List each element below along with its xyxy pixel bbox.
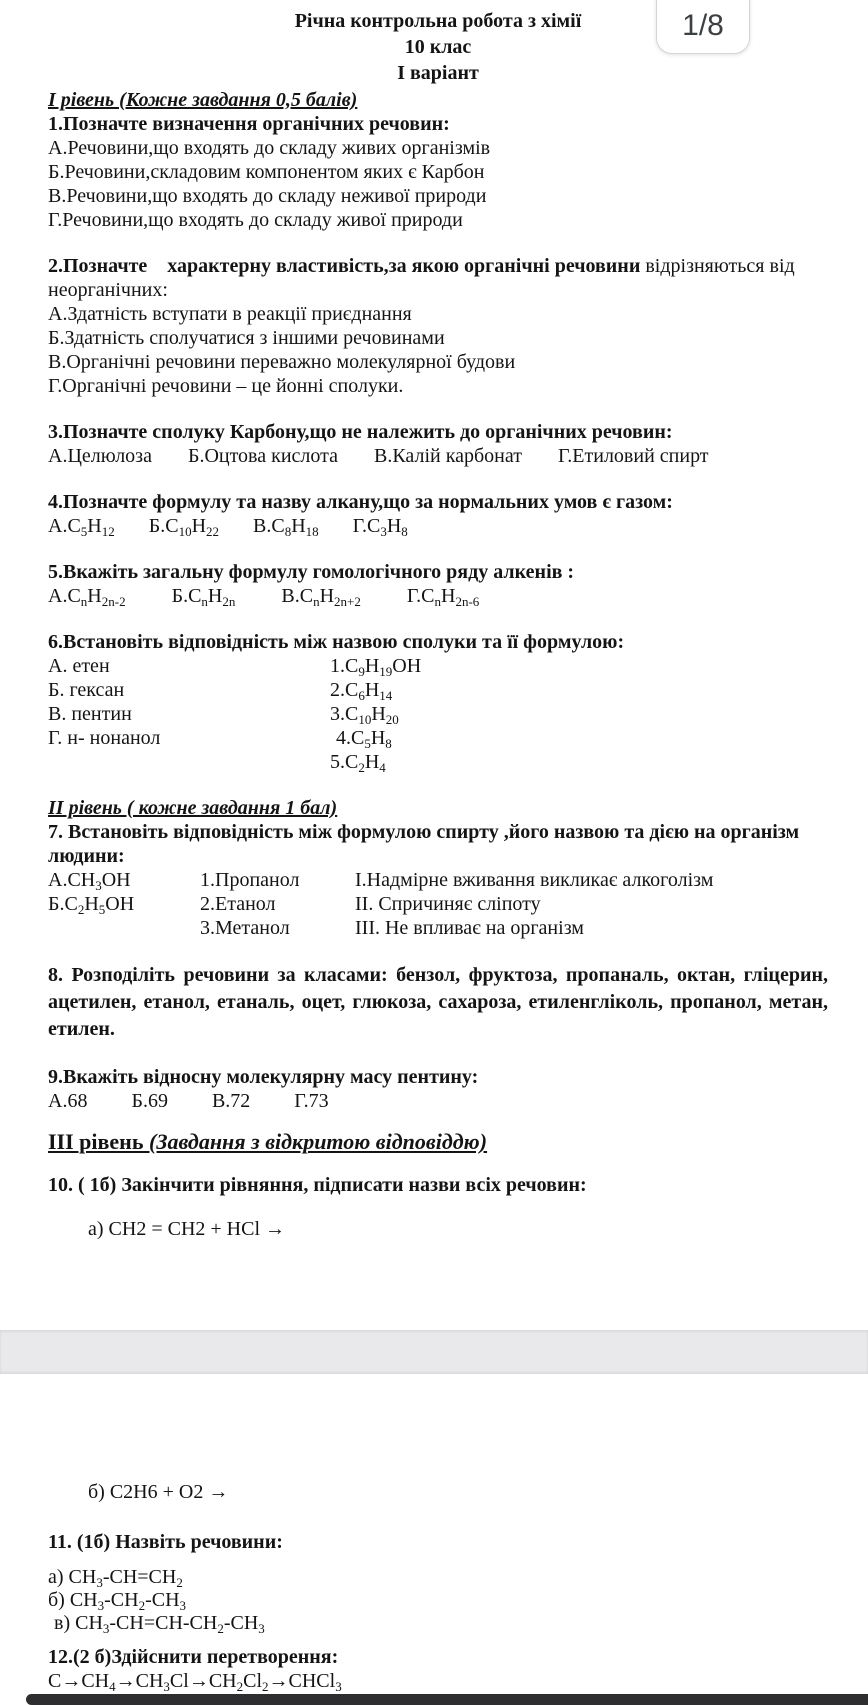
- q9-option-v: В.72: [211, 1090, 251, 1112]
- q7-row-2: [48, 892, 828, 916]
- q7-effect-3: ІІІ. Не впливає на організм: [355, 917, 584, 939]
- question-7-title-line2: людини:: [48, 845, 125, 867]
- question-9: [48, 1065, 828, 1113]
- q4-option-g: $Г.C_3H_8$: [352, 515, 408, 539]
- level-2-heading: ІІ рівень ( кожне завдання 1 бал): [48, 797, 338, 819]
- q5-options-row: [48, 584, 828, 608]
- question-7-title-line1: 7. Встановіть відповідність між формулою спирту ,його назвою та дією на організм: [48, 821, 800, 843]
- q7-formula-a: $А.CH_3OH$: [48, 869, 131, 893]
- q4-option-a: $А.C_5H_{12}$: [48, 515, 115, 539]
- q1-option-a: А.Речовини,що входять до складу живих організмів: [48, 137, 491, 159]
- level-1-heading: І рівень (Кожне завдання 0,5 балів): [48, 89, 358, 111]
- question-3: [48, 420, 828, 468]
- question-2-title: [48, 254, 828, 278]
- q1-option-b: Б.Речовини,складовим компонентом яких є Карбон: [48, 161, 485, 183]
- q9-options-row: [48, 1089, 828, 1113]
- q6-row-1: [48, 654, 828, 678]
- q9-option-b: Б.69: [131, 1090, 168, 1112]
- q9-option-g: Г.73: [294, 1090, 329, 1112]
- q7-row-3: [48, 916, 828, 940]
- bottom-scrollbar[interactable]: [26, 1694, 868, 1705]
- question-2-title-rest: відрізняються від: [645, 255, 795, 277]
- q7-name-3: 3.Метанол: [200, 917, 290, 939]
- q5-option-g: $Г.C_nH_{2n-6}$: [406, 585, 480, 609]
- q6-row-5: [48, 750, 828, 774]
- doc-title: Річна контрольна робота з хімії: [294, 10, 582, 32]
- question-5-title: 5.Вкажіть загальну формулу гомологічного ряду алкенів :: [48, 561, 575, 583]
- question-2-title-line2: неорганічних:: [48, 279, 168, 301]
- q6-row-4: [48, 726, 828, 750]
- q11-item-a: а) $CH_3-CH=CH_2$: [48, 1566, 183, 1590]
- question-6-title: 6.Встановіть відповідність між назвою сполуки та її формулою:: [48, 631, 625, 653]
- q6-left-v: В. пентин: [48, 703, 132, 725]
- q3-option-a: А.Целюлоза: [48, 445, 152, 467]
- question-4: [48, 490, 828, 538]
- q3-option-g: Г.Етиловий спирт: [557, 445, 709, 467]
- q6-right-5: $5.C_2H_4$: [330, 751, 386, 775]
- q6-left-a: А. етен: [48, 655, 110, 677]
- q6-left-b: Б. гексан: [48, 679, 125, 701]
- q2-option-v: В.Органічні речовини переважно молекулярної будови: [48, 351, 516, 373]
- q6-right-3: $3.C_{10}H_{20}$: [330, 703, 399, 727]
- q6-right-4: $4.C_5H_8$: [336, 727, 392, 751]
- q7-effect-2: ІІ. Спричиняє сліпоту: [355, 893, 541, 915]
- q10-equation-b: б) C2H6 + O2 →: [88, 1481, 229, 1503]
- question-10: [48, 1173, 828, 1241]
- q7-row-1: [48, 868, 828, 892]
- q2-option-g: Г.Органічні речовини – це йонні сполуки.: [48, 375, 404, 397]
- question-8: 8. Розподіліть речовини за класами: бензол, фруктоза, пропаналь, октан, гліцерин, ацетилен, етанол, етаналь, оцет, глюкоза, сахароза, етиленгліколь, пропанол, метан, етилен.: [48, 964, 828, 1040]
- q1-option-g: Г.Речовини,що входять до складу живої природи: [48, 209, 463, 231]
- question-4-title: 4.Позначте формулу та назву алкану,що за нормальних умов є газом:: [48, 491, 673, 513]
- level-3-heading-main: ІІІ рівень: [48, 1129, 149, 1154]
- question-9-title: 9.Вкажіть відносну молекулярну масу пентину:: [48, 1066, 479, 1088]
- question-7: [48, 820, 828, 940]
- q5-option-a: $А.C_nH_{2n-2}$: [48, 585, 126, 609]
- q5-option-b: $Б.C_nH_{2n}$: [171, 585, 236, 609]
- question-11: [48, 1530, 828, 1635]
- q6-left-empty: [48, 750, 330, 774]
- q1-option-v: В.Речовини,що входять до складу неживої природи: [48, 185, 487, 207]
- q3-option-b: Б.Оцтова кислота: [187, 445, 338, 467]
- question-2-title-bold: 2.Позначте характерну властивість,за якою органічні речовини: [48, 255, 646, 277]
- q6-left-g: Г. н- нонанол: [48, 727, 161, 749]
- q7-effect-1: І.Надмірне вживання викликає алкоголізм: [355, 869, 714, 891]
- q2-option-a: А.Здатність вступати в реакції приєднання: [48, 303, 412, 325]
- question-1-title: 1.Позначте визначення органічних речовин:: [48, 113, 450, 135]
- page-indicator-badge: [656, 0, 750, 54]
- q9-option-a: А.68: [48, 1090, 88, 1112]
- q12-chain: $С\to CH_4\to CH_3Cl\to CH_2Cl_2\to CHCl_3$: [48, 1670, 342, 1694]
- q11-items: [48, 1566, 828, 1635]
- q4-option-b: $Б.C_{10}H_{22}$: [148, 515, 220, 539]
- question-5: [48, 560, 828, 608]
- q2-option-b: Б.Здатність сполучатися з іншими речовинами: [48, 327, 445, 349]
- q6-row-2: [48, 678, 828, 702]
- q6-right-2: $2.C_6H_{14}$: [330, 679, 393, 703]
- question-3-title: 3.Позначте сполуку Карбону,що не належить до органічних речовин:: [48, 421, 673, 443]
- question-11-title: 11. (1б) Назвіть речовини:: [48, 1531, 283, 1553]
- question-2: [48, 254, 828, 398]
- q7-name-1: 1.Пропанол: [200, 869, 300, 891]
- q6-right-1: $1.C_9H_{19}OH$: [330, 655, 422, 679]
- q11-item-b: б) $CH_3-CH_2-CH_3$: [48, 1589, 187, 1613]
- q11-item-v: в) $CH_3-CH=CH-CH_2-CH_3$: [54, 1612, 265, 1636]
- question-1: [48, 112, 828, 232]
- page-separator: [0, 1330, 868, 1374]
- question-12-title: 12.(2 б)Здійснити перетворення:: [48, 1646, 339, 1668]
- doc-grade: 10 клас: [404, 36, 472, 58]
- q4-option-v: $В.C_8H_{18}$: [253, 515, 319, 539]
- q3-options-row: [48, 444, 828, 468]
- q6-row-3: [48, 702, 828, 726]
- question-12: [48, 1645, 828, 1693]
- q4-options-row: [48, 514, 828, 538]
- page-indicator-text: 1/8: [682, 9, 724, 42]
- q7-formula-b: $Б.C_2H_5OH$: [48, 893, 135, 917]
- question-6: [48, 630, 828, 774]
- q10-equation-a: а) CH2 = CH2 + HCl →: [88, 1218, 286, 1240]
- q7-formula-empty: [48, 916, 200, 940]
- doc-variant: І варіант: [397, 62, 479, 84]
- level-3-heading: [48, 1127, 828, 1157]
- q7-name-2: 2.Етанол: [200, 893, 276, 915]
- question-10-title: 10. ( 1б) Закінчити рівняння, підписати назви всіх речовин:: [48, 1174, 587, 1196]
- q3-option-v: В.Калій карбонат: [374, 445, 522, 467]
- q5-option-v: $В.C_nH_{2n+2}$: [281, 585, 361, 609]
- level-3-heading-italic: (Завдання з відкритою відповіддю): [149, 1129, 488, 1154]
